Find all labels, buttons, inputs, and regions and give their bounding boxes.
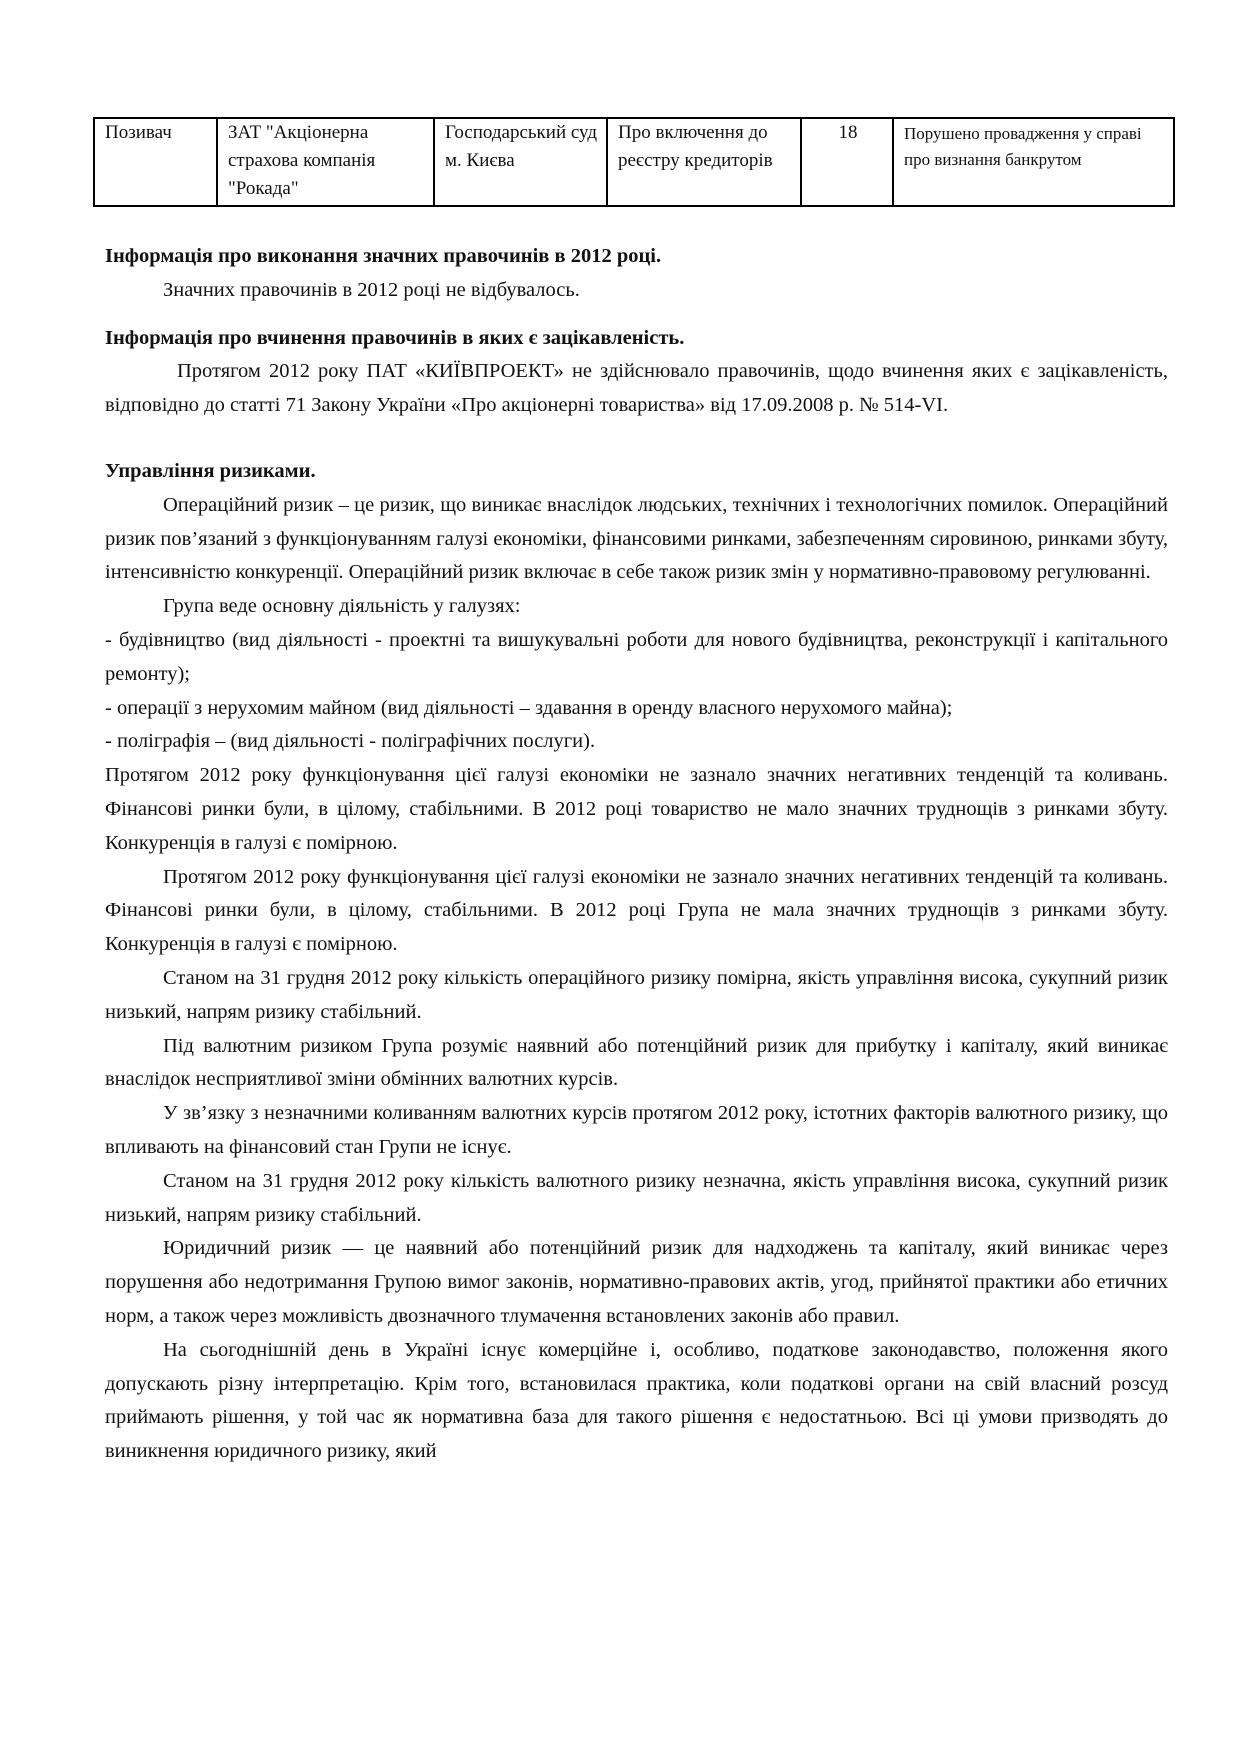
paragraph-significant-deals: Значних правочинів в 2012 році не відбувалось. xyxy=(163,278,580,301)
paragraph-currency-risk: Під валютним ризиком Група розуміє наявний або потенційний ризик для прибутку і капіталу, який виникає внаслідок несприятливої зміни обмінних валютних курсів. xyxy=(105,1034,1168,1091)
cell-status: Порушено провадження у справі про визнання банкрутом xyxy=(893,118,1174,206)
cell-subject: Про включення до реєстру кредиторів xyxy=(607,118,801,206)
paragraph-legal-risk: Юридичний ризик — це наявний або потенційний ризик для надходжень та капіталу, який виникає через порушення або недотримання Групою вимог законів, нормативно-правових актів, угод, прийнятої практики або етичних норм, а також через можливість двозначного тлумачення встановлених законів або правил. xyxy=(105,1237,1168,1327)
litigation-table xyxy=(93,117,1175,207)
heading-interest-deals: Інформація про вчинення правочинів в яких є зацікавленість. xyxy=(105,326,685,349)
heading-risk-management: Управління ризиками. xyxy=(105,459,316,482)
cell-role: Позивач xyxy=(94,118,217,206)
table-row xyxy=(94,118,1174,206)
heading-significant-deals: Інформація про виконання значних правочинів в 2012 році. xyxy=(105,245,662,267)
list-item-printing: - поліграфія – (вид діяльності - поліграфічних послуги). xyxy=(105,730,596,753)
paragraph-market-group: Протягом 2012 року функціонування цієї галузі економіки не зазнало значних негативних тенденцій та коливань. Фінансові ринки були, в цілому, стабільними. В 2012 році Група не мала значних труднощів з ринками збуту. Конкуренція в галузі є помірною. xyxy=(105,865,1168,956)
list-item-real-estate: - операції з нерухомим майном (вид діяльності – здавання в оренду власного нерухомого майна); xyxy=(105,696,953,719)
document-body xyxy=(105,240,1168,1469)
cell-party: ЗАТ "Акціонерна страхова компанія "Рокада" xyxy=(217,118,434,206)
paragraph-currency-status: Станом на 31 грудня 2012 року кількість валютного ризику незначна, якість управління висока, сукупний ризик низький, напрям ризику стабільний. xyxy=(105,1169,1168,1226)
paragraph-market-company: Протягом 2012 року функціонування цієї галузі економіки не зазнало значних негативних тенденцій та коливань. Фінансові ринки були, в цілому, стабільними. В 2012 році товариство не мало значних труднощів з ринками збуту. Конкуренція в галузі є помірною. xyxy=(105,764,1168,854)
paragraph-legislation: На сьогоднішній день в Україні існує комерційне і, особливо, податкове законодавство, положення якого допускають різну інтерпретацію. Крім того, встановилася практика, коли податкові органи на свій власний розсуд приймають рішення, у той час як нормативна база для такого рішення є недостатньою. Всі ці умови призводять до виникнення юридичного ризику, який xyxy=(105,1338,1168,1463)
paragraph-interest-deals: Протягом 2012 року ПАТ «КИЇВПРОЕКТ» не здійснювало правочинів, щодо вчинення яких є зацікавленість, відповідно до статті 71 Закону України «Про акціонерні товариства» від 17.09.2008 р. № 514-VI. xyxy=(105,360,1168,417)
paragraph-currency-factors: У зв’язку з незначними коливанням валютних курсів протягом 2012 року, істотних факторів валютного ризику, що впливають на фінансовий стан Групи не існує. xyxy=(105,1102,1168,1158)
cell-amount: 18 xyxy=(801,118,893,206)
paragraph-activities: Група веде основну діяльність у галузях: xyxy=(163,595,521,618)
paragraph-operational-risk: Операційний ризик – це ризик, що виникає внаслідок людських, технічних і технологічних помилок. Операційний ризик пов’язаний з функціонуванням галузі економіки, фінансовими ринками, забезпеченням сировиною, ринками збуту, інтенсивністю конкуренції. Операційний ризик включає в себе також ризик змін у нормативно-правовому регулюванні. xyxy=(105,493,1168,584)
paragraph-operational-status: Станом на 31 грудня 2012 року кількість операційного ризику помірна, якість управління висока, сукупний ризик низький, напрям ризику стабільний. xyxy=(105,966,1168,1023)
list-item-construction: - будівництво (вид діяльності - проектні та вишукувальні роботи для нового будівництва, реконструкції і капітального ремонту); xyxy=(105,628,1168,685)
cell-court: Господарський суд м. Києва xyxy=(434,118,607,206)
